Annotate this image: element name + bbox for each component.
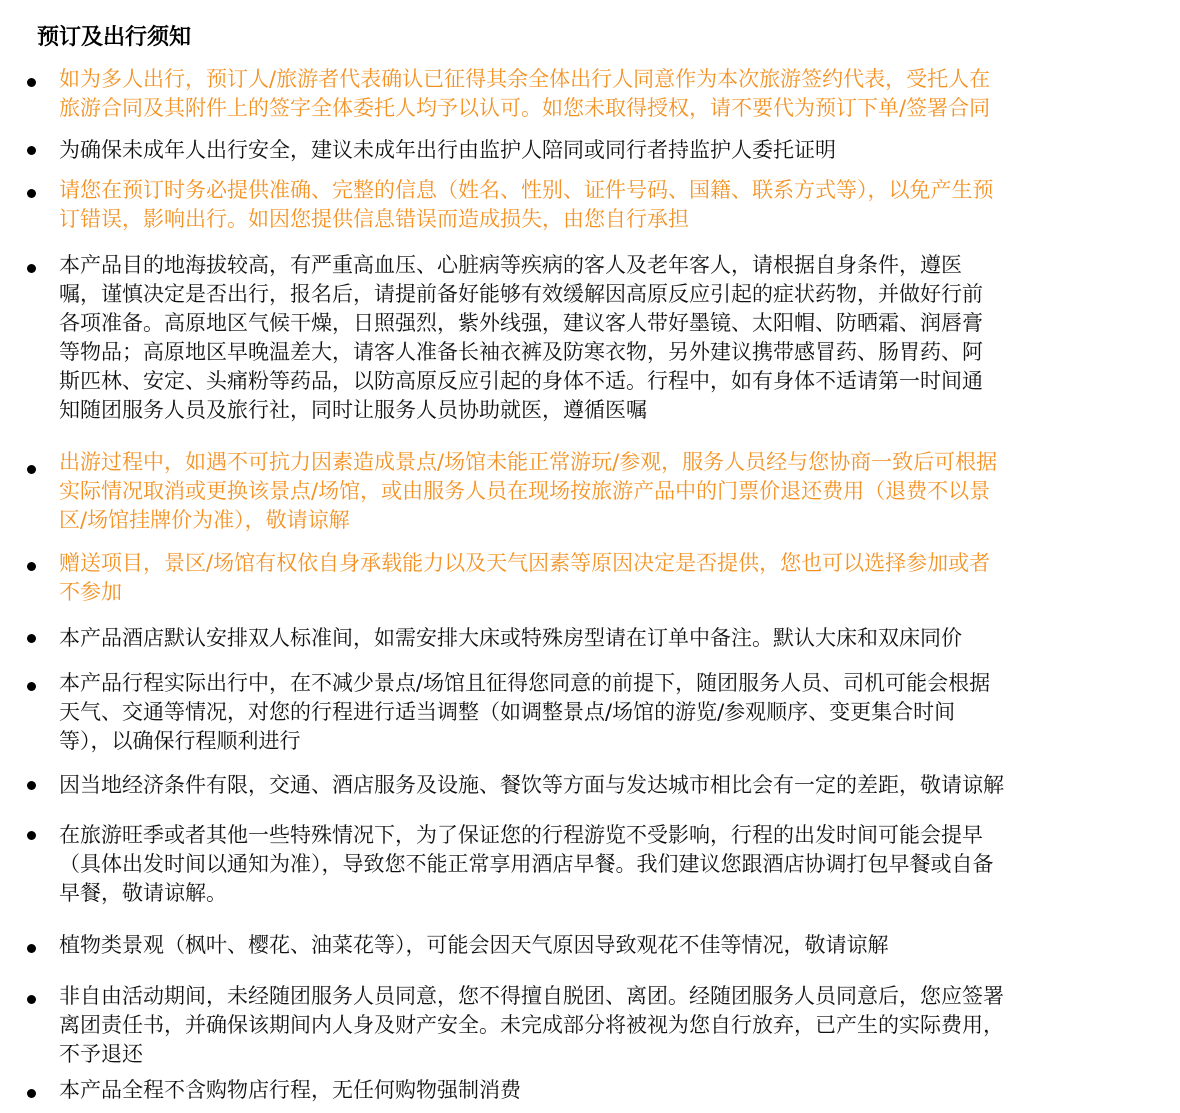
bullet-icon xyxy=(27,264,36,273)
notice-text: 植物类景观（枫叶、樱花、油菜花等），可能会因天气原因导致观花不佳等情况，敬请谅解 xyxy=(59,933,889,957)
bullet-icon xyxy=(27,78,36,87)
notice-text: 为确保未成年人出行安全，建议未成年出行由监护人陪同或同行者持监护人委托证明 xyxy=(59,138,836,162)
bullet-icon xyxy=(27,146,36,155)
notice-text: 本产品全程不含购物店行程，无任何购物强制消费 xyxy=(59,1078,521,1102)
bullet-icon xyxy=(27,944,36,953)
bullet-icon xyxy=(27,682,36,691)
bullet-icon xyxy=(27,189,36,198)
notice-text-highlighted: 赠送项目，景区/场馆有权依自身承载能力以及天气因素等原因决定是否提供，您也可以选择参加或者 不参加 xyxy=(59,551,991,604)
notice-text: 本产品酒店默认安排双人标准间，如需安排大床或特殊房型请在订单中备注。默认大床和双床同价 xyxy=(59,626,962,650)
notice-text-highlighted: 如为多人出行，预订人/旅游者代表确认已征得其余全体出行人同意作为本次旅游签约代表，受托人在 旅游合同及其附件上的签字全体委托人均予以认可。如您未取得授权，请不要代为预订下单/签署合同 xyxy=(59,67,991,120)
notice-text: 本产品目的地海拔较高，有严重高血压、心脏病等疾病的客人及老年客人，请根据自身条件，遵医 嘱，谨慎决定是否出行，报名后，请提前备好能够有效缓解因高原反应引起的症状药物，并做好行前 各项准备。高原地区气候干燥，日照强烈，紫外线强，建议客人带好墨镜、太阳帽、防晒霜、润唇膏 等物品；高原地区早晚温差大，请客人准备长袖衣裤及防寒衣物，另外建议携带感冒药、肠胃药、阿 斯匹林、安定、头痛粉等药品，以防高原反应引起的身体不适。行程中，如有身体不适请第一时间通 知随团服务人员及旅行社，同时让服务人员协助就医，遵循医嘱 xyxy=(59,253,983,422)
section-title: 预订及出行须知 xyxy=(37,25,192,50)
notice-text-highlighted: 出游过程中，如遇不可抗力因素造成景点/场馆未能正常游玩/参观，服务人员经与您协商一致后可根据 实际情况取消或更换该景点/场馆，或由服务人员在现场按旅游产品中的门票价退还费用（退费不以景 区/场馆挂牌价为准），敬请谅解 xyxy=(59,450,998,532)
notice-text-highlighted: 请您在预订时务必提供准确、完整的信息（姓名、性别、证件号码、国籍、联系方式等），以免产生预 订错误，影响出行。如因您提供信息错误而造成损失，由您自行承担 xyxy=(59,178,994,231)
bullet-icon xyxy=(27,465,36,474)
bullet-icon xyxy=(27,995,36,1004)
bullet-icon xyxy=(27,1089,36,1098)
notice-text: 本产品行程实际出行中，在不减少景点/场馆且征得您同意的前提下，随团服务人员、司机可能会根据 天气、交通等情况，对您的行程进行适当调整（如调整景点/场馆的游览/参观顺序、变更集合时间 等），以确保行程顺利进行 xyxy=(59,671,991,753)
bullet-icon xyxy=(27,634,36,643)
notice-text: 非自由活动期间，未经随团服务人员同意，您不得擅自脱团、离团。经随团服务人员同意后，您应签署 离团责任书，并确保该期间内人身及财产安全。未完成部分将被视为您自行放弃，已产生的实际费用， 不予退还 xyxy=(59,984,1004,1066)
notice-text: 因当地经济条件有限，交通、酒店服务及设施、餐饮等方面与发达城市相比会有一定的差距，敬请谅解 xyxy=(59,773,1004,797)
bullet-icon xyxy=(27,831,36,840)
bullet-icon xyxy=(27,562,36,571)
bullet-icon xyxy=(27,781,36,790)
notice-text: 在旅游旺季或者其他一些特殊情况下，为了保证您的行程游览不受影响，行程的出发时间可能会提早 （具体出发时间以通知为准），导致您不能正常享用酒店早餐。我们建议您跟酒店协调打包早餐或自备 早餐，敬请谅解。 xyxy=(59,823,994,905)
